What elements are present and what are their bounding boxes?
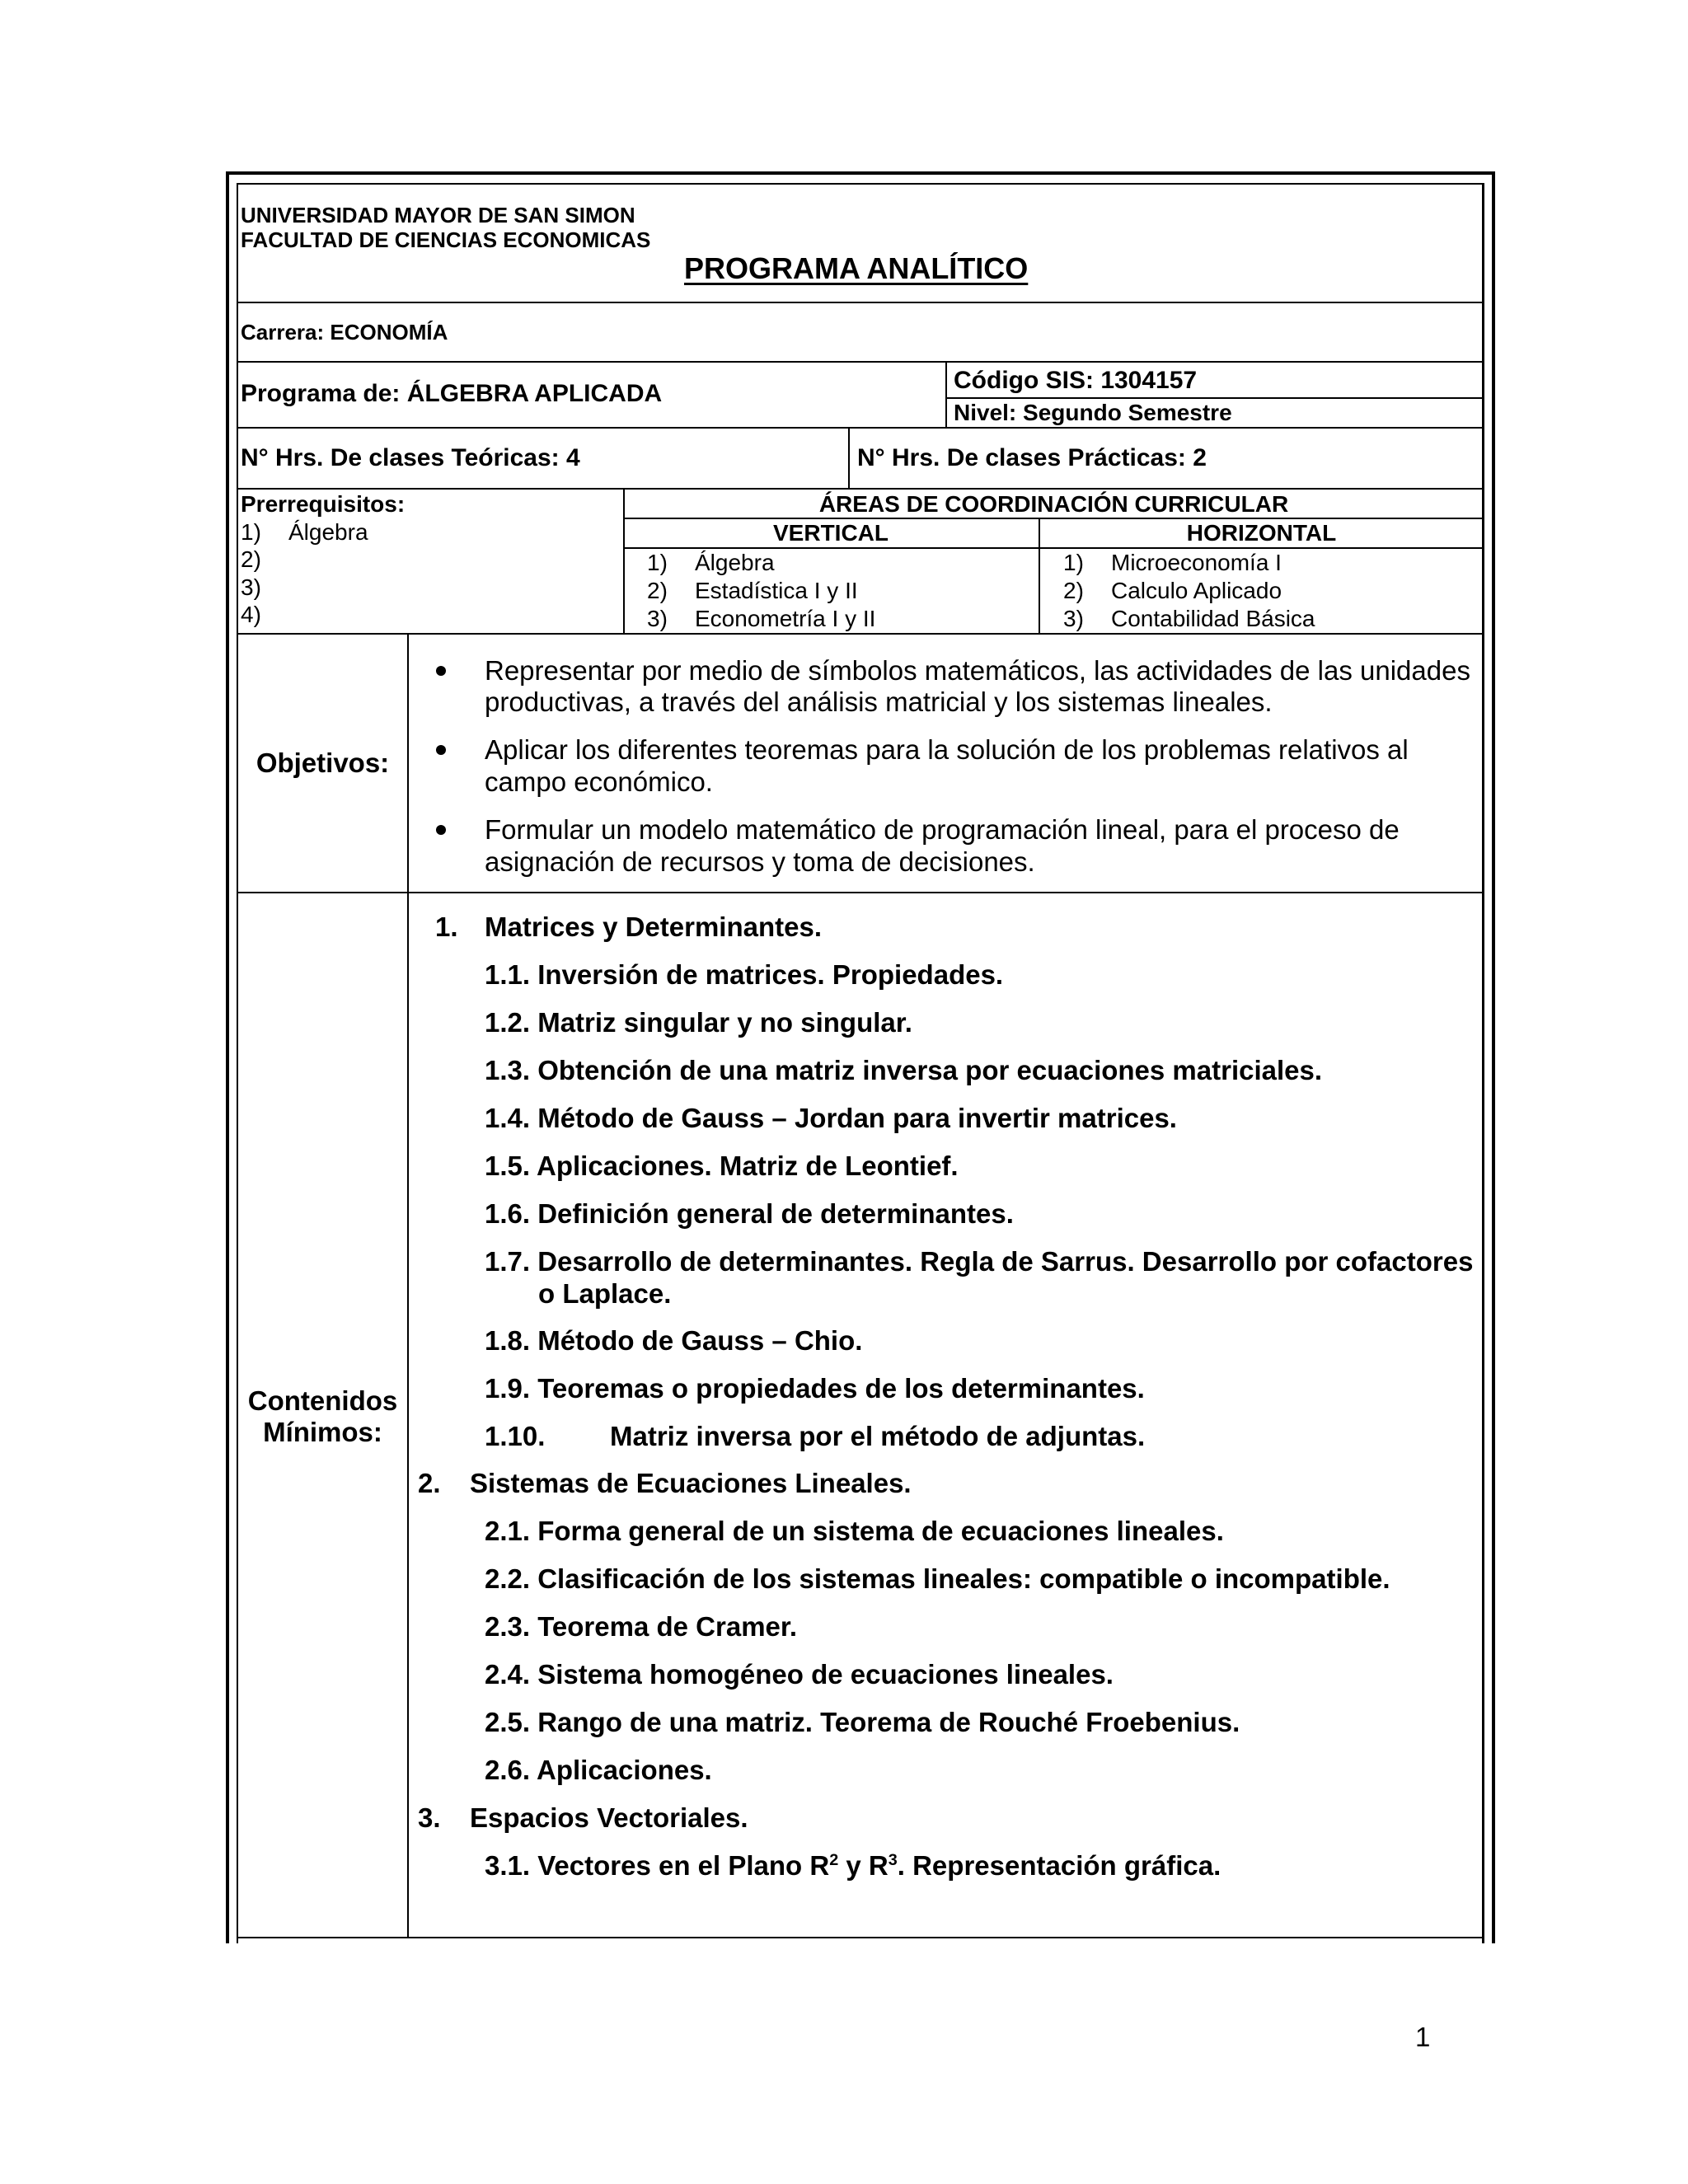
vertical-item: Econometría I y II: [695, 606, 876, 631]
rule-header-bottom: [237, 302, 1484, 303]
vertical-num: 2): [647, 578, 668, 603]
topic-item: 2.6. Aplicaciones.: [485, 1755, 712, 1785]
section-number: 1.: [435, 912, 458, 942]
objetivo-line: campo económico.: [485, 766, 713, 797]
bullet-icon: [436, 825, 446, 835]
prereq-item: Álgebra: [288, 519, 368, 545]
objetivo-line: Representar por medio de símbolos matemáticos, las actividades de las unidades: [485, 655, 1470, 686]
bullet-icon: [436, 745, 446, 755]
page-title: PROGRAMA ANALÍTICO: [684, 251, 1029, 285]
horizontal-num: 1): [1063, 550, 1084, 575]
section-number: 3.: [418, 1802, 441, 1833]
hrs-practicas-field: N° Hrs. De clases Prácticas: 2: [857, 444, 1207, 471]
objetivo-line: Aplicar los diferentes teoremas para la solución de los problemas relativos al: [485, 734, 1409, 765]
vertical-header: VERTICAL: [773, 520, 889, 546]
topic-item: 2.1. Forma general de un sistema de ecuaciones lineales.: [485, 1516, 1224, 1546]
rule-objetivos-bottom: [237, 892, 1484, 893]
university-name: UNIVERSIDAD MAYOR DE SAN SIMON: [241, 203, 635, 227]
prereq-num: 2): [241, 546, 261, 572]
topic-item: Matriz inversa por el método de adjuntas.: [610, 1421, 1146, 1451]
superscript: 3: [888, 1851, 898, 1870]
contenidos-label: Contenidos: [247, 1385, 398, 1416]
rule-programa-divider: [945, 361, 947, 427]
topic-item: 2.2. Clasificación de los sistemas lineales: compatible o incompatible.: [485, 1563, 1390, 1594]
bullet-icon: [436, 666, 446, 676]
section-title: Espacios Vectoriales.: [470, 1802, 748, 1833]
vertical-item: Álgebra: [695, 550, 775, 575]
topic-item: 1.4. Método de Gauss – Jordan para invertir matrices.: [485, 1103, 1177, 1133]
rule-hrs-divider: [848, 427, 850, 488]
horizontal-header: HORIZONTAL: [1186, 520, 1337, 546]
rule-codigo-bottom: [945, 397, 1484, 399]
section-title: Matrices y Determinantes.: [485, 912, 823, 942]
topic-item: 2.3. Teorema de Cramer.: [485, 1611, 798, 1642]
section-number: 2.: [418, 1468, 441, 1498]
topic-item: 1.7. Desarrollo de determinantes. Regla de Sarrus. Desarrollo por cofactores: [485, 1246, 1474, 1277]
vertical-item: Estadística I y II: [695, 578, 858, 603]
section-title: Sistemas de Ecuaciones Lineales.: [470, 1468, 912, 1498]
page-number: 1: [1415, 2022, 1431, 2052]
rule-bottom: [237, 1937, 1484, 1938]
topic-number: 1.10.: [485, 1421, 546, 1451]
rule-areas-title-bottom: [623, 518, 1484, 519]
contenidos-label: Mínimos:: [263, 1417, 382, 1447]
objetivo-line: asignación de recursos y toma de decisiones.: [485, 846, 1035, 877]
objetivo-line: Formular un modelo matemático de programación lineal, para el proceso de: [485, 814, 1400, 845]
prerrequisitos-label: Prerrequisitos:: [241, 491, 406, 517]
topic-item: 1.9. Teoremas o propiedades de los determinantes.: [485, 1373, 1145, 1404]
topic-item: 1.6. Definición general de determinantes.: [485, 1198, 1014, 1229]
faculty-name: FACULTAD DE CIENCIAS ECONOMICAS: [241, 227, 651, 252]
topic-item: 1.2. Matriz singular y no singular.: [485, 1007, 912, 1038]
vertical-num: 3): [647, 606, 668, 631]
rule-label-column: [407, 633, 409, 1937]
topic-item: [485, 1852, 1221, 1879]
objetivos-label: Objetivos:: [256, 748, 390, 778]
areas-title: ÁREAS DE COORDINACIÓN CURRICULAR: [818, 491, 1289, 517]
objetivo-line: productivas, a través del análisis matricial y los sistemas lineales.: [485, 687, 1273, 717]
horizontal-item: Calculo Aplicado: [1111, 578, 1282, 603]
topic-text: y R: [838, 1850, 889, 1881]
vertical-num: 1): [647, 550, 668, 575]
rule-hrs-bottom: [237, 488, 1484, 490]
rule-programa-bottom: [237, 427, 1484, 429]
prereq-num: 1): [241, 519, 261, 545]
rule-prereq-bottom: [237, 633, 1484, 635]
rule-areas-sub-bottom: [623, 547, 1484, 549]
rule-carrera-bottom: [237, 361, 1484, 363]
topic-text: . Representación gráfica.: [897, 1850, 1221, 1881]
prereq-num: 4): [241, 602, 261, 627]
horizontal-num: 2): [1063, 578, 1084, 603]
topic-item: 2.4. Sistema homogéneo de ecuaciones lineales.: [485, 1659, 1114, 1690]
hrs-teoricas-field: N° Hrs. De clases Teóricas: 4: [241, 444, 580, 471]
topic-item: 1.1. Inversión de matrices. Propiedades.: [485, 959, 1004, 990]
prereq-num: 3): [241, 574, 261, 600]
topic-item: 2.5. Rango de una matriz. Teorema de Rouché Froebenius.: [485, 1707, 1240, 1737]
topic-item: 1.8. Método de Gauss – Chio.: [485, 1325, 863, 1356]
carrera-field: Carrera: ECONOMÍA: [241, 320, 448, 344]
topic-item: 1.3. Obtención de una matriz inversa por ecuaciones matriciales.: [485, 1055, 1323, 1085]
topic-item-continuation: o Laplace.: [538, 1278, 672, 1309]
nivel-field: Nivel: Segundo Semestre: [954, 400, 1232, 425]
superscript: 2: [829, 1851, 839, 1870]
horizontal-item: Contabilidad Básica: [1111, 606, 1315, 631]
horizontal-num: 3): [1063, 606, 1084, 631]
topic-item: 1.5. Aplicaciones. Matriz de Leontief.: [485, 1151, 959, 1181]
topic-text: 3.1. Vectores en el Plano R: [485, 1850, 830, 1881]
codigo-sis-field: Código SIS: 1304157: [954, 367, 1198, 394]
programa-field: Programa de: ÁLGEBRA APLICADA: [241, 380, 663, 407]
horizontal-item: Microeconomía I: [1111, 550, 1282, 575]
